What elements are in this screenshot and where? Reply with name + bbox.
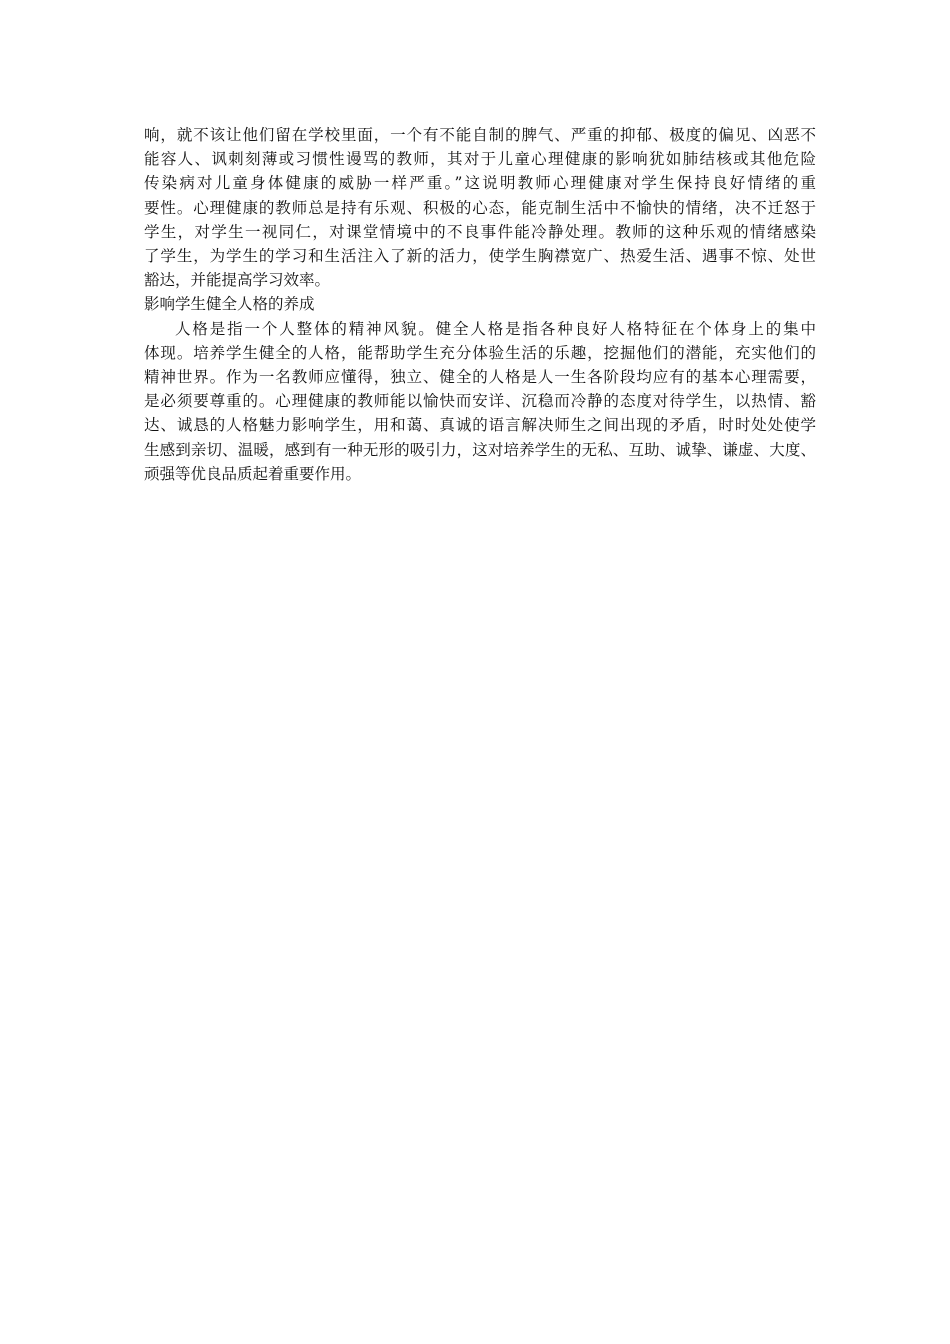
text-line: 体现。培养学生健全的人格，能帮助学生充分体验生活的乐趣，挖掘他们的潜能，充实他们的 — [144, 343, 816, 362]
document-body — [144, 123, 816, 486]
text-line: 豁达，并能提高学习效率。 — [144, 271, 331, 290]
text-line: 是必须要尊重的。心理健康的教师能以愉快而安详、沉稳而冷静的态度对待学生，以热情、豁 — [144, 392, 816, 411]
text-line: 要性。心理健康的教师总是持有乐观、积极的心态，能克制生活中不愉快的情绪，决不迁怒于 — [144, 198, 816, 217]
text-line: 顽强等优良品质起着重要作用。 — [144, 464, 362, 483]
text-line: 达、诚恳的人格魅力影响学生，用和蔼、真诚的语言解决师生之间出现的矛盾，时时处处使学 — [144, 416, 816, 435]
text-line: 能容人、讽刺刻薄或习惯性谩骂的教师，其对于儿童心理健康的影响犹如肺结核或其他危险 — [144, 150, 816, 169]
text-line: 人格是指一个人整体的精神风貌。健全人格是指各种良好人格特征在个体身上的集中 — [175, 319, 816, 338]
text-line: 精神世界。作为一名教师应懂得，独立、健全的人格是人一生各阶段均应有的基本心理需要， — [144, 368, 816, 387]
text-line: 生感到亲切、温暖，感到有一种无形的吸引力，这对培养学生的无私、互助、诚挚、谦虚、大度、 — [144, 440, 816, 459]
paragraph-personality — [144, 317, 816, 486]
text-line: 响，就不该让他们留在学校里面，一个有不能自制的脾气、严重的抑郁、极度的偏见、凶恶不 — [144, 126, 816, 144]
paragraph-continuation — [144, 123, 816, 292]
text-line: 学生，对学生一视同仁，对课堂情境中的不良事件能冷静处理。教师的这种乐观的情绪感染 — [144, 222, 816, 241]
text-line: 了学生，为学生的学习和生活注入了新的活力，使学生胸襟宽广、热爱生活、遇事不惊、处世 — [144, 247, 816, 266]
text-line: 传染病对儿童身体健康的威胁一样严重。”这说明教师心理健康对学生保持良好情绪的重 — [144, 174, 816, 193]
section-heading: 影响学生健全人格的养成 — [144, 295, 315, 314]
